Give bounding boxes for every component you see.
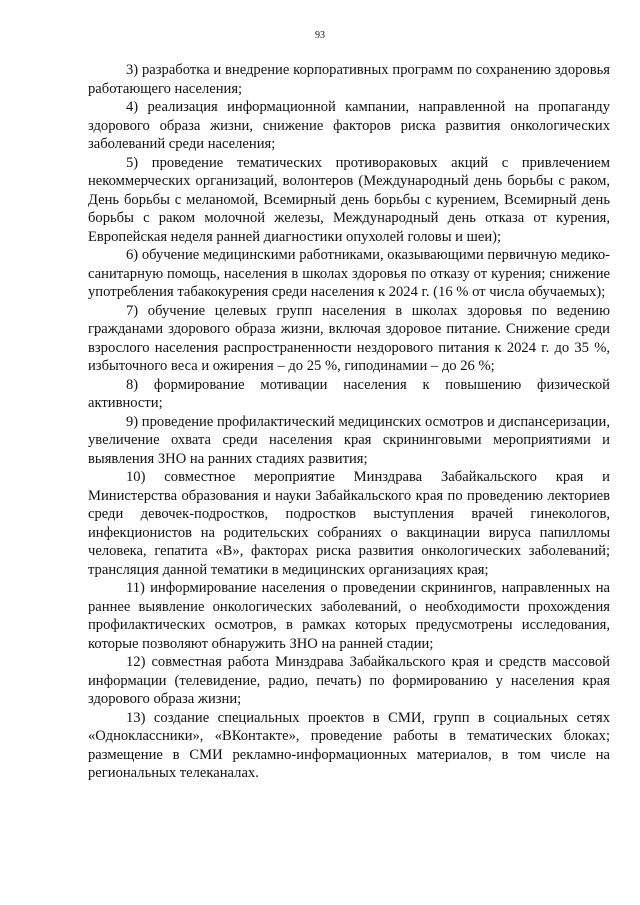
paragraph-item-8: 8) формирование мотивации населения к повышению физической активности; bbox=[88, 376, 610, 411]
paragraph-item-5: 5) проведение тематических противораковых акций с привлечением некоммерческих организаций, волонтеров (Международный день борьбы с раком, День борьбы с меланомой, Всемирный день борьбы с курением, Всемирный день борьбы с раком молочной железы, Международный день отказа от курения, Европейская неделя ранней диагностики опухолей головы и шеи); bbox=[88, 154, 610, 245]
document-body bbox=[88, 61, 610, 783]
paragraph-item-10: 10) совместное мероприятие Минздрава Забайкальского края и Министерства образования и науки Забайкальского края по проведению лекториев среди девочек-подростков, подростков выступления врачей гинекологов, инфекционистов на родительских собраниях о вакцинации вируса папилломы человека, гепатита «В», факторах риска развития онкологических заболеваний; трансляция данной тематики в медицинских организациях края; bbox=[88, 469, 610, 578]
paragraph-item-6: 6) обучение медицинскими работниками, оказывающими первичную медико-санитарную помощь, населения в школах здоровья по отказу от курения; снижение употребления табакокурения среди населения к 2024 г. (16 % от числа обучаемых); bbox=[88, 247, 610, 300]
paragraph-item-12: 12) совместная работа Минздрава Забайкальского края и средств массовой информации (телевидение, радио, печать) по формированию у населения края здорового образа жизни; bbox=[88, 654, 610, 707]
paragraph-item-13: 13) создание специальных проектов в СМИ, групп в социальных сетях «Одноклассники», «ВКонтакте», проведение работы в тематических блоках; размещение в СМИ рекламно-информационных материалов, в том числе на региональных телеканалах. bbox=[88, 709, 610, 781]
paragraph-item-4: 4) реализация информационной кампании, направленной на пропаганду здорового образа жизни, снижение факторов риска развития онкологических заболеваний среди населения; bbox=[88, 99, 610, 152]
page-number: 93 bbox=[315, 30, 325, 41]
paragraph-item-7: 7) обучение целевых групп населения в школах здоровья по ведению гражданами здорового образа жизни, включая здоровое питание. Снижение среди взрослого населения распространенности нездорового питания к 2024 г. до 35 %, избыточного веса и ожирения – до 25 %, гиподинамии – до 26 %; bbox=[88, 302, 610, 374]
paragraph-item-11: 11) информирование населения о проведении скринингов, направленных на раннее выявление онкологических заболеваний, о необходимости прохождения профилактических осмотров, в рамках которых предусмотрены исследования, которые позволяют обнаружить ЗНО на ранней стадии; bbox=[88, 580, 610, 652]
paragraph-item-3: 3) разработка и внедрение корпоративных программ по сохранению здоровья работающего населения; bbox=[88, 62, 610, 97]
paragraph-item-9: 9) проведение профилактический медицинских осмотров и диспансеризации, увеличение охвата среди населения края скрининговыми мероприятиями и выявления ЗНО на ранних стадиях развития; bbox=[88, 413, 610, 467]
